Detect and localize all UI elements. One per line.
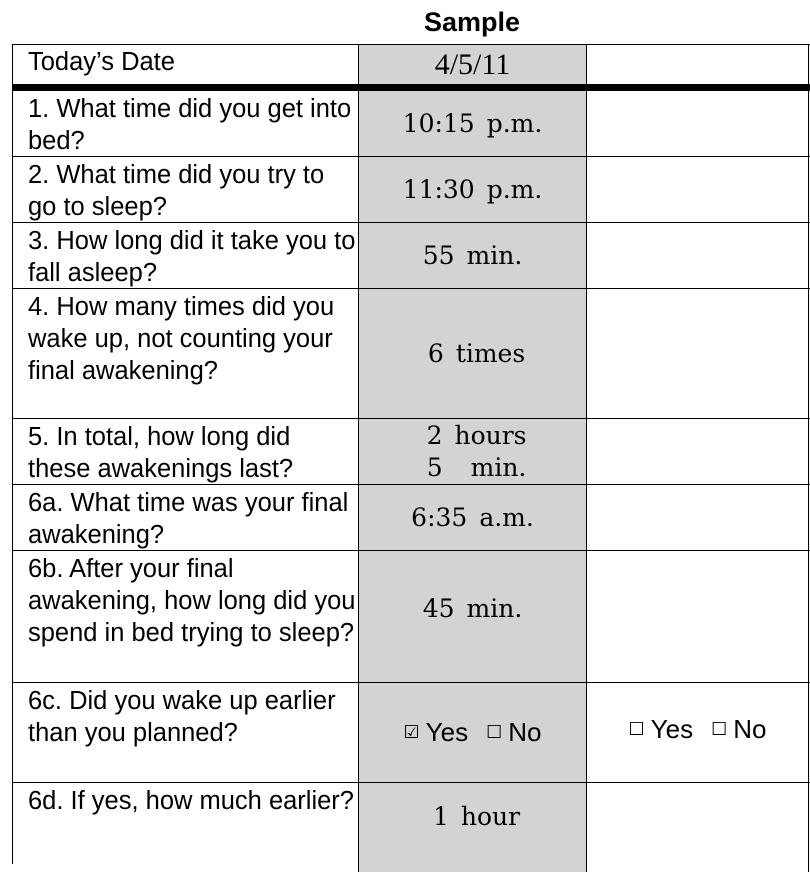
sample-no-option: ☐ No [486, 717, 542, 747]
sample-answer: 6 times [359, 289, 587, 418]
sample-yes-option: ☑ Yes [403, 717, 469, 747]
answer-cell[interactable] [587, 289, 809, 418]
question-text: 5. In total, how long did these awakenings last? [13, 419, 359, 484]
question-text: 2. What time did you try to go to sleep? [13, 157, 359, 222]
sample-answer: 1 hour [359, 783, 587, 872]
question-text: 4. How many times did you wake up, not counting your final awakening? [13, 289, 359, 418]
question-text: 6b. After your final awakening, how long did you spend in bed trying to sleep? [13, 551, 359, 682]
checkbox-icon[interactable]: ☐ [711, 719, 728, 740]
entry-date-cell[interactable] [587, 45, 809, 84]
question-row [13, 418, 810, 484]
question-row [13, 484, 810, 550]
answer-cell[interactable] [587, 91, 809, 156]
date-label: Today’s Date [13, 45, 359, 84]
checkbox-icon: ☐ [486, 722, 503, 743]
answer-cell[interactable] [587, 485, 809, 550]
question-text: 6a. What time was your final awakening? [13, 485, 359, 550]
date-row [13, 44, 810, 90]
question-text: 6d. If yes, how much earlier? [13, 783, 359, 872]
question-row [13, 782, 810, 872]
sample-date-cell [359, 45, 587, 84]
sample-answer: 10:15 p.m. [359, 91, 587, 156]
no-checkbox[interactable]: ☐ No [711, 714, 767, 744]
sample-answer: 45 min. [359, 551, 587, 682]
answer-cell[interactable] [587, 223, 809, 288]
answer-cell[interactable] [587, 783, 809, 872]
sample-answer: 6:35 a.m. [359, 485, 587, 550]
entry-checkbox-group [587, 683, 809, 782]
question-row [13, 682, 810, 782]
sample-date: 4/5/11 [434, 47, 511, 81]
question-text: 1. What time did you get into bed? [13, 91, 359, 156]
question-row [13, 288, 810, 418]
checked-box-icon: ☑ [403, 722, 420, 743]
sample-answer: 2 hours 5 min. [359, 419, 587, 484]
answer-cell[interactable] [587, 551, 809, 682]
sample-answer: 55 min. [359, 223, 587, 288]
answer-cell[interactable] [587, 419, 809, 484]
question-row [13, 90, 810, 156]
question-text: 6c. Did you wake up earlier than you planned? [13, 683, 359, 782]
question-text: 3. How long did it take you to fall asleep? [13, 223, 359, 288]
question-row [13, 550, 810, 682]
yes-checkbox[interactable]: ☐ Yes [628, 714, 694, 744]
answer-cell[interactable] [587, 157, 809, 222]
sleep-diary-table [12, 44, 810, 864]
question-row [13, 156, 810, 222]
sample-checkbox-group [359, 683, 587, 782]
page-title: Sample [423, 7, 521, 37]
question-row [13, 222, 810, 288]
checkbox-icon[interactable]: ☐ [628, 719, 645, 740]
sample-answer: 11:30 p.m. [359, 157, 587, 222]
